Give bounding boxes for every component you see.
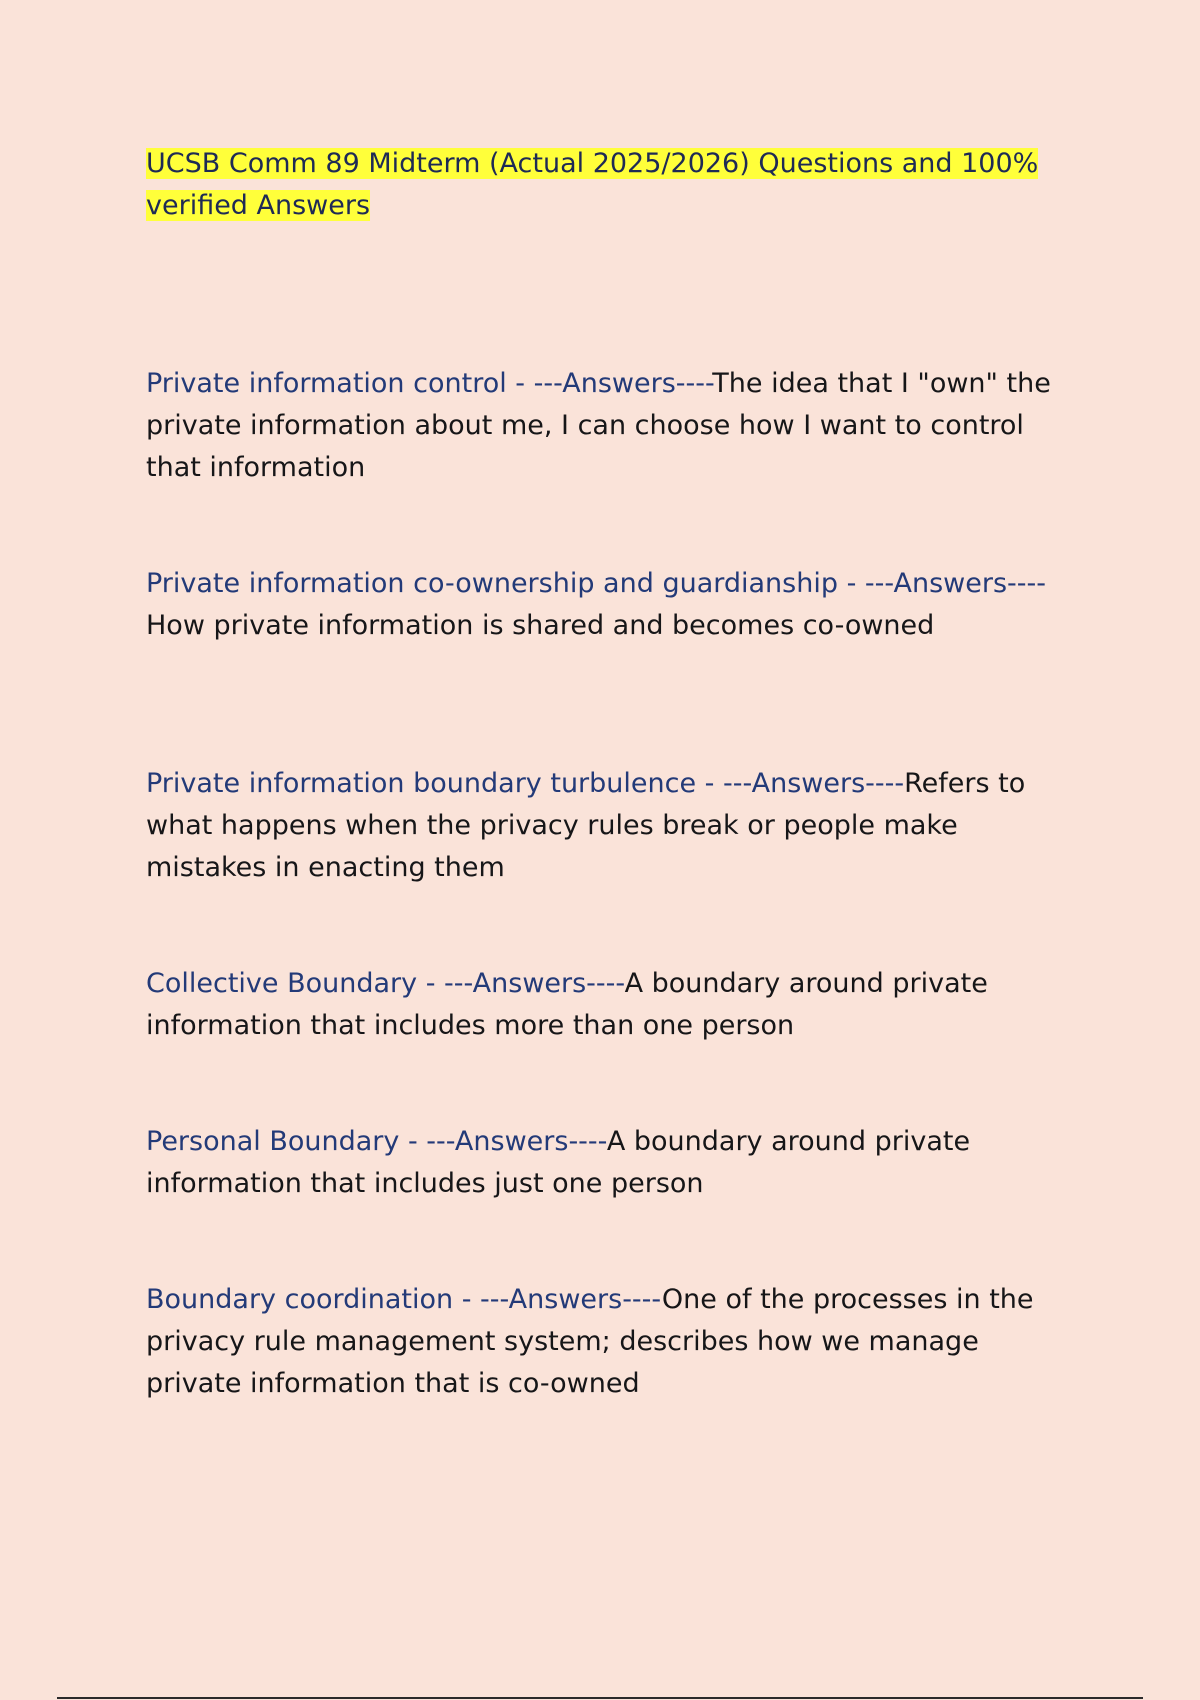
qa-answer: A boundary around private information that includes more than one person [146, 968, 988, 1041]
qa-term: Boundary coordination [146, 1284, 454, 1315]
qa-item [146, 1121, 1066, 1205]
qa-item [146, 1279, 1066, 1405]
qa-separator: - ---Answers---- [696, 768, 905, 799]
qa-item [146, 963, 1066, 1047]
qa-item [146, 563, 1066, 647]
qa-item [146, 763, 1066, 889]
qa-item [146, 363, 1066, 489]
qa-separator: - ---Answers---- [399, 1126, 607, 1157]
qa-answer: Refers to what happens when the privacy rules break or people make mistakes in enacting them [146, 768, 1026, 883]
qa-term: Private information control [146, 368, 507, 399]
qa-term: Private information co-ownership and guardianship [146, 568, 838, 599]
qa-answer: The idea that I "own" the private information about me, I can choose how I want to control that information [146, 368, 1051, 483]
page-title [146, 143, 1046, 227]
qa-answer: A boundary around private information that includes just one person [146, 1126, 971, 1199]
footer-rule [57, 1697, 1143, 1699]
title-highlight: UCSB Comm 89 Midterm (Actual 2025/2026) Questions and 100% verified Answers [146, 148, 1039, 221]
qa-separator: - ---Answers---- [506, 368, 713, 399]
qa-term: Personal Boundary [146, 1126, 400, 1157]
qa-separator: - ---Answers---- [417, 968, 625, 999]
qa-term: Private information boundary turbulence [146, 768, 697, 799]
qa-answer: How private information is shared and becomes co-owned [146, 610, 935, 641]
qa-answer: One of the processes in the privacy rule management system; describes how we manage private information that is co-owned [146, 1284, 1034, 1399]
qa-separator: - ---Answers---- [837, 568, 1047, 599]
qa-separator: - ---Answers---- [453, 1284, 662, 1315]
qa-term: Collective Boundary [146, 968, 418, 999]
